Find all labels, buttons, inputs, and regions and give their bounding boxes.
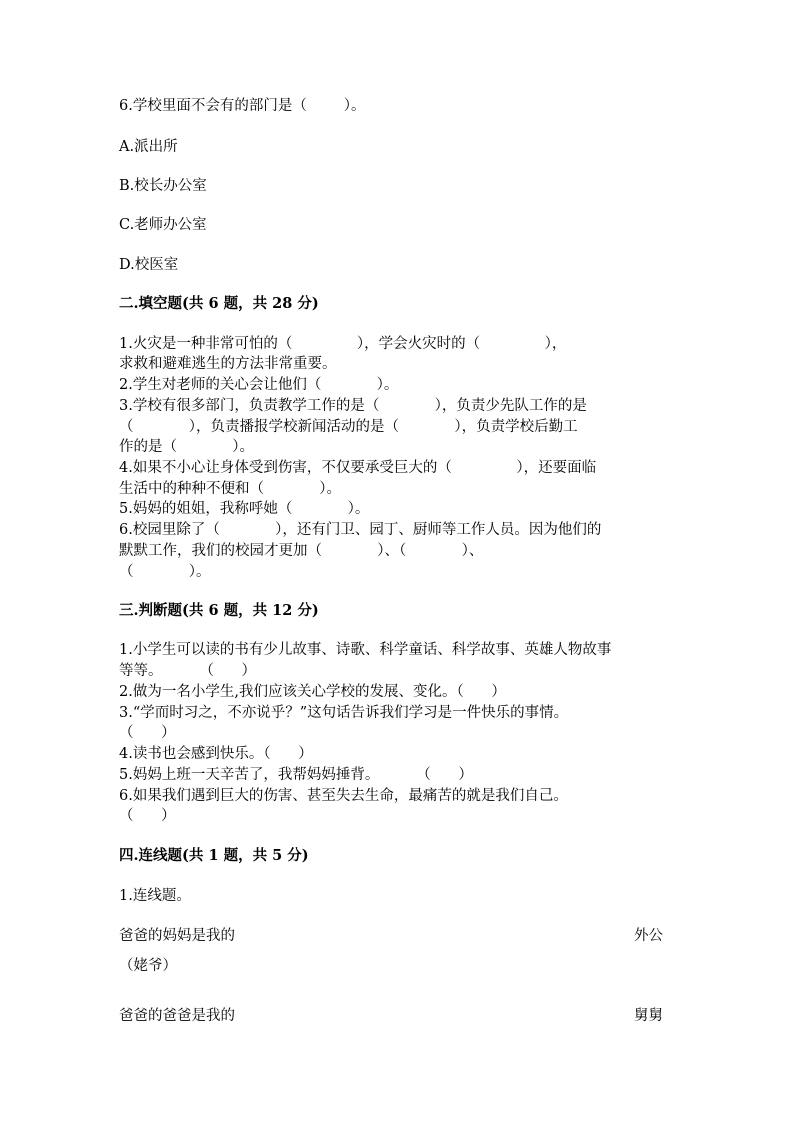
section3-line: 3.“学而时习之，不亦说乎？”这句话告诉我们学习是一件快乐的事情。	[119, 705, 569, 721]
section3-line: 4.读书也会感到快乐。（ ）	[119, 746, 313, 762]
q6-option-b: B.校长办公室	[119, 178, 207, 194]
section3-title: 三.判断题(共 6 题，共 12 分)	[119, 602, 319, 619]
q6-stem: 6.学校里面不会有的部门是（ ）。	[119, 98, 366, 114]
section3-line: 等等。 （ ）	[119, 663, 257, 679]
section2-line: 6.校园里除了（ ），还有门卫、园丁、厨师等工作人员。因为他们的	[119, 522, 602, 538]
q6-option-c: C.老师办公室	[119, 217, 207, 233]
section3-line: 1.小学生可以读的书有少儿故事、诗歌、科学童话、科学故事、英雄人物故事	[119, 642, 612, 658]
section3-line: 5.妈妈上班一天辛苦了，我帮妈妈捶背。 （ ）	[119, 767, 473, 783]
section2-title: 二.填空题(共 6 题，共 28 分)	[119, 295, 319, 312]
section2-line: 4.如果不小心让身体受到伤害，不仅要承受巨大的（ ），还要面临	[119, 460, 597, 476]
section3-line: 6.如果我们遇到巨大的伤害、甚至失去生命，最痛苦的就是我们自己。	[119, 788, 568, 804]
section3-line: （ ）	[119, 725, 176, 741]
section4-title: 四.连线题(共 1 题，共 5 分)	[119, 847, 309, 864]
section2-line: 5.妈妈的姐姐，我称呼她（ ）。	[119, 501, 370, 517]
section2-line: （ ），负责播报学校新闻活动的是（ ），负责学校后勤工	[119, 419, 578, 435]
match-right-item: 外公	[634, 928, 663, 944]
section2-line: 求救和避难逃生的方法非常重要。	[119, 356, 337, 372]
section2-line: 2.学生对老师的关心会让他们（ ）。	[119, 377, 399, 393]
section2-line: （ ）。	[119, 564, 211, 580]
section2-line: 生活中的种种不便和（ ）。	[119, 481, 342, 497]
q6-option-a: A.派出所	[119, 139, 178, 155]
match-left-item: 爸爸的妈妈是我的	[119, 928, 235, 944]
section2-line: 作的是（ ）。	[119, 439, 255, 455]
match-left-item: （姥爷）	[119, 958, 177, 974]
section3-line: （ ）	[119, 808, 176, 824]
section2-line: 3.学校有很多部门，负责教学工作的是（ ），负责少先队工作的是	[119, 398, 587, 414]
section3-line: 2.做为一名小学生,我们应该关心学校的发展、变化。（ ）	[119, 684, 506, 700]
match-left-item: 爸爸的爸爸是我的	[119, 1008, 235, 1024]
section2-line: 1.火灾是一种非常可怕的（ ），学会火灾时的（ ），	[119, 336, 567, 352]
q6-option-d: D.校医室	[119, 257, 179, 273]
section2-line: 默默工作，我们的校园才更加（ ）、（ ）、	[119, 543, 484, 559]
section4-q1: 1.连线题。	[119, 888, 191, 904]
match-right-item: 舅舅	[634, 1008, 663, 1024]
